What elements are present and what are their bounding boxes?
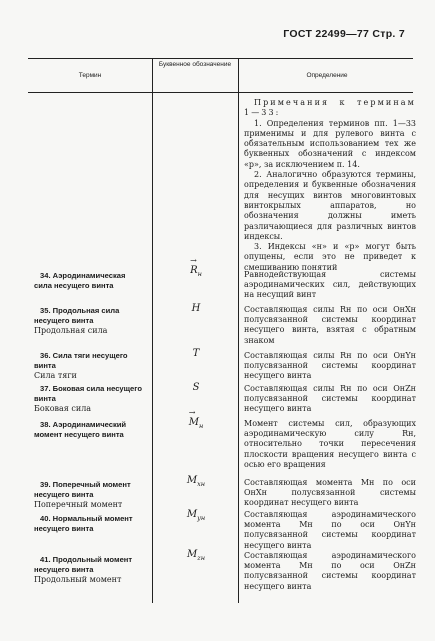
- definition-37: Составляющая силы Rн по оси OнZн полусвязанной системы координат несущего винта: [244, 384, 416, 414]
- term-41: 41. Продольный момент несущего винта Продольный момент: [34, 555, 133, 584]
- symbol-34: → $R_н$: [190, 256, 202, 278]
- notes-title: Примечания к терминам 1—33:: [244, 98, 416, 118]
- symbol-40: $M_{yн}$: [186, 509, 206, 522]
- definition-38: Момент системы сил, образующих аэродинамическую силу Rн, относительно точки пересечения плоскости вращения несущего винта с осью его вращения: [244, 419, 416, 469]
- table-header-rule: [28, 92, 413, 93]
- note-2: 2. Аналогично образуются термины, определения и буквенные обозначения для несущих винтов многовинтовых винтокрылых аппаратов, но обозначения должны иметь различающиеся для различных винтов индексы.: [244, 170, 416, 241]
- page-header: ГОСТ 22499—77 Стр. 7: [283, 28, 405, 40]
- term-37: 37. Боковая сила несущего винта Боковая сила: [34, 384, 142, 413]
- column-header-symbol: Буквенное обозначение: [158, 61, 232, 68]
- term-38: 38. Аэродинамический момент несущего винта: [34, 420, 127, 439]
- symbol-41: $M_{zн}$: [187, 549, 205, 562]
- term-35: 35. Продольная сила несущего винта Продольная сила: [34, 306, 120, 335]
- symbol-36: T: [192, 348, 200, 359]
- definition-39: Составляющая момента Mн по оси OнXн полусвязанной системы координат несущего винта: [244, 478, 416, 508]
- definition-35: Составляющая силы Rн по оси OнXн полусвязанной системы координат несущего винта, взятая с обратным знаком: [244, 305, 416, 345]
- definition-34: Равнодействующая системы аэродинамических сил, действующих на несущий винт: [244, 270, 416, 300]
- term-36: 36. Сила тяги несущего винта Сила тяги: [34, 351, 128, 380]
- note-3: 3. Индексы «н» и «р» могут быть опущены, если это не приведет к смешиванию понятий: [244, 242, 416, 272]
- table-top-rule: [28, 58, 413, 59]
- definition-41: Составляющая аэродинамического момента Mн по оси OнZн полусвязанной системы координат несущего винта: [244, 551, 416, 591]
- symbol-39: $M_{xн}$: [186, 475, 206, 488]
- notes-block: [244, 98, 416, 273]
- column-header-term: Термин: [78, 72, 102, 79]
- definition-36: Составляющая силы Rн по оси OнYн полусвязанной системы координат несущего винта: [244, 351, 416, 381]
- symbol-35: H: [191, 303, 201, 314]
- column-divider-2: [238, 58, 239, 603]
- term-39: 39. Поперечный момент несущего винта Поперечный момент: [34, 480, 131, 509]
- symbol-37: S: [192, 382, 200, 393]
- definition-40: Составляющая аэродинамического момента Mн по оси OнYн полусвязанной системы координат несущего винта: [244, 510, 416, 550]
- note-1: 1. Определения терминов пп. 1—33 применимы и для рулевого винта с обязательным использованием тех же буквенных обозначений с индексом «р», за исключением п. 14.: [244, 118, 416, 169]
- column-header-definition: Определение: [306, 72, 348, 79]
- term-34: 34. Аэродинамическая сила несущего винта: [34, 271, 126, 290]
- term-40: 40. Нормальный момент несущего винта: [34, 514, 133, 533]
- symbol-38: → $M_н$: [188, 408, 204, 430]
